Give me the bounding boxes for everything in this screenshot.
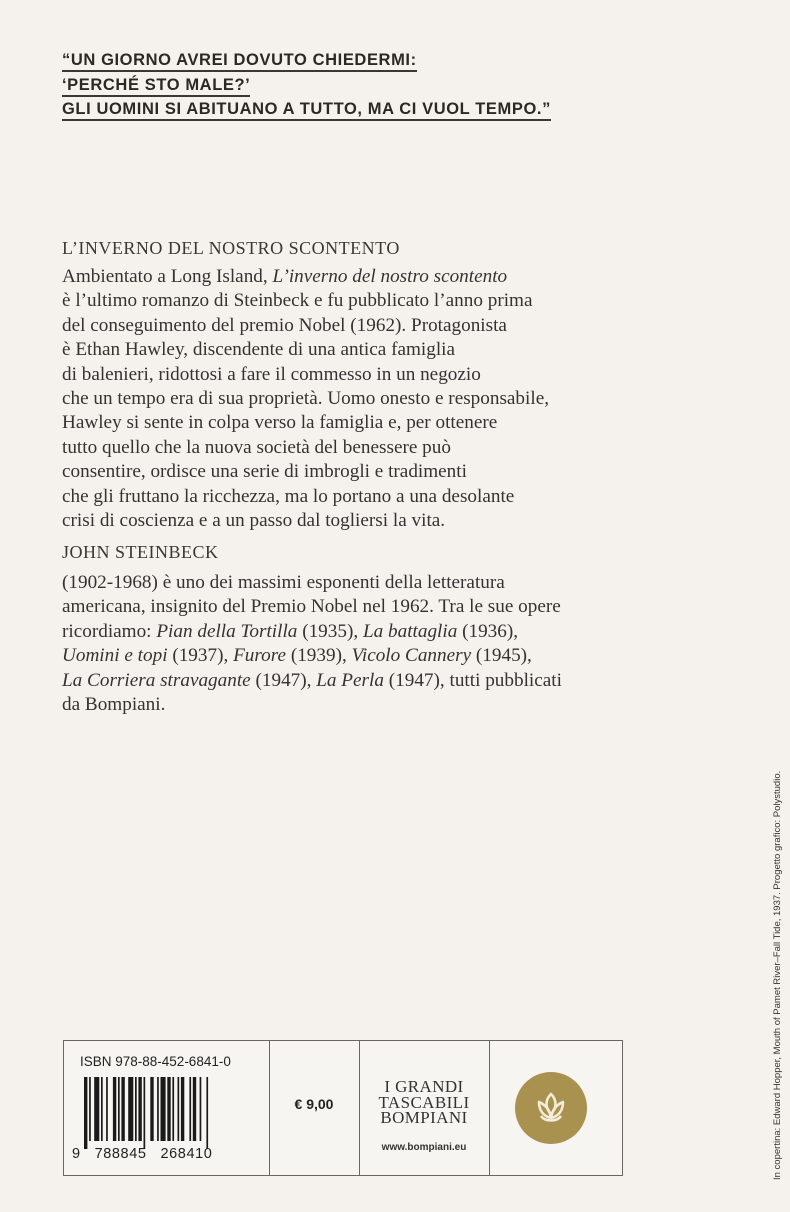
barcode-bar	[189, 1077, 191, 1141]
book-title-italic: L’inverno del nostro scontento	[272, 266, 508, 287]
barcode-bar	[101, 1077, 103, 1141]
bompiani-flower-icon	[515, 1072, 587, 1144]
barcode-bar	[157, 1077, 159, 1141]
barcode-bar	[113, 1077, 116, 1141]
series-cell	[359, 1041, 490, 1175]
book-title-heading: L’INVERNO DEL NOSTRO SCONTENTO	[62, 238, 400, 258]
barcode-bar	[138, 1077, 141, 1141]
price-cell	[269, 1041, 360, 1175]
barcode-bar	[121, 1077, 124, 1141]
back-cover-quote	[62, 48, 551, 122]
book-description: Ambientato a Long Island, L’inverno del nostro scontento è l’ultimo romanzo di Steinbeck e fu pubblicato l’anno prima del conseguimento del premio Nobel (1962). Protagonista è Ethan Hawley, discendente di una antica famiglia di balenieri, ridottosi a fare il commesso in un negozio che un tempo era di sua proprietà. Uomo onesto e responsabile, Hawley si sente in colpa verso la famiglia e, per ottenere tutto quello che la nuova società del benessere può consentire, ordisce una serie di imbrogli e tradimenti che gli fruttano la ricchezza, ma lo portano a una desolante crisi di coscienza e a un passo dal togliersi la vita.	[62, 266, 550, 532]
barcode-bar	[118, 1077, 120, 1141]
barcode-bar	[181, 1077, 184, 1141]
barcode-bar	[89, 1077, 91, 1141]
barcode-digits: 9 788845 268410	[72, 1146, 213, 1162]
barcode-bar	[84, 1077, 87, 1149]
isbn-label: ISBN 978-88-452-6841-0	[80, 1054, 231, 1069]
publisher-website: www.bompiani.eu	[381, 1142, 467, 1153]
barcode-bar	[193, 1077, 196, 1141]
quote-line-3: GLI UOMINI SI ABITUANO A TUTTO, MA CI VUOL TEMPO.”	[62, 97, 532, 122]
price-label: € 9,00	[294, 1096, 334, 1112]
barcode-bar	[106, 1077, 108, 1141]
barcode-bars	[84, 1077, 259, 1153]
logo-cell	[489, 1041, 622, 1175]
barcode-bar	[144, 1077, 146, 1149]
barcode-bar	[178, 1077, 180, 1141]
barcode-bar	[167, 1077, 170, 1141]
barcode-panel	[63, 1040, 623, 1176]
barcode-bar	[200, 1077, 202, 1141]
barcode-bar	[161, 1077, 166, 1141]
barcode-bar	[150, 1077, 153, 1141]
author-bio: (1902-1968) è uno dei massimi esponenti della letteratura americana, insignito del Premio Nobel nel 1962. Tra le sue opere ricordiamo: Pian della Tortilla (1935), La battaglia (1936), Uomini e topi (1937), Furore (1939), Vicolo Cannery (1945), La Corriera stravagante (1947), La Perla (1947), tutti pubblicati da Bompiani.	[62, 572, 562, 716]
barcode-bar	[172, 1077, 174, 1141]
barcode-bar	[206, 1077, 208, 1149]
quote-line-1: “UN GIORNO AVREI DOVUTO CHIEDERMI:	[62, 48, 532, 73]
series-name: I GRANDI TASCABILI BOMPIANI	[378, 1077, 470, 1127]
barcode-bar	[135, 1077, 137, 1141]
barcode-cell	[64, 1041, 270, 1175]
cover-credits: In copertina: Edward Hopper, Mouth of Pamet River–Fall Tide, 1937. Progetto grafico: Polystudio.	[772, 770, 783, 1180]
barcode-bar	[128, 1077, 133, 1141]
barcode-bar	[94, 1077, 99, 1141]
author-heading: JOHN STEINBECK	[62, 542, 219, 562]
quote-line-2: ‘PERCHÉ STO MALE?’	[62, 73, 532, 98]
